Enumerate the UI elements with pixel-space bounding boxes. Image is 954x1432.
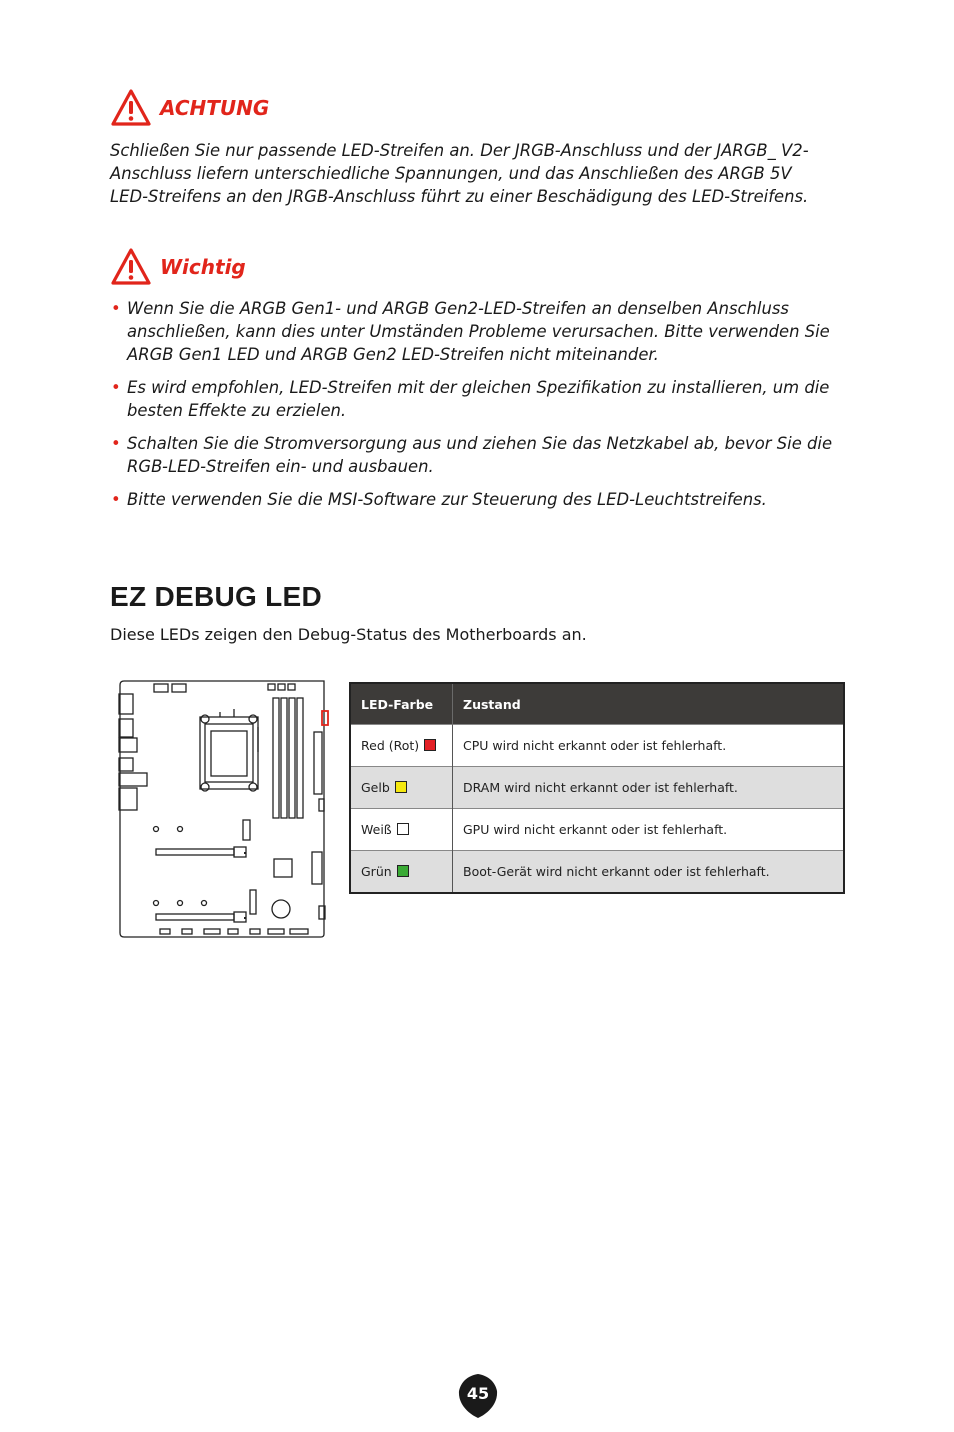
section-title: EZ DEBUG LED [110, 581, 323, 612]
list-item-text: Schalten Sie die Stromversorgung aus und ziehen Sie das Netzkabel ab, bevor Sie die RGB-LED-Streifen ein- und ausbauen. [127, 434, 833, 476]
led-state-cell: GPU wird nicht erkannt oder ist fehlerhaft. [453, 809, 845, 851]
list-item-text: Es wird empfohlen, LED-Streifen mit der gleichen Spezifikation zu installieren, um die besten Effekte zu erzielen. [127, 378, 830, 420]
bullet-dot: • [111, 299, 121, 318]
wichtig-list [110, 297, 840, 521]
table-row [350, 725, 844, 767]
table-row [350, 851, 844, 894]
led-color-label: Grün [361, 864, 392, 879]
bullet-dot: • [111, 434, 121, 453]
bullet-dot: • [111, 378, 121, 397]
column-header-state: Zustand [453, 683, 845, 725]
led-color-label: Red (Rot) [361, 738, 420, 753]
color-swatch-white [397, 823, 409, 835]
color-swatch-green [397, 865, 409, 877]
bullet-dot: • [111, 490, 121, 509]
achtung-title: ACHTUNG [160, 96, 270, 120]
list-item [110, 376, 840, 422]
color-swatch-yellow [395, 781, 407, 793]
section-intro: Diese LEDs zeigen den Debug-Status des Motherboards an. [110, 625, 587, 644]
list-item-text: Bitte verwenden Sie die MSI-Software zur Steuerung des LED-Leuchtstreifens. [127, 490, 767, 509]
table-row [350, 767, 844, 809]
wichtig-heading [110, 247, 246, 287]
table-header-row [350, 683, 844, 725]
achtung-text: Schließen Sie nur passende LED-Streifen an. Der JRGB-Anschluss und der JARGB_ V2-Anschluss liefern unterschiedliche Spannungen, und das Anschließen des ARGB 5V LED-Streifens an den JRGB-Anschluss führt zu einer Beschädigung des LED-Streifens. [110, 141, 809, 206]
led-color-label: Gelb [361, 780, 390, 795]
list-item [110, 488, 840, 511]
list-item [110, 297, 840, 366]
warning-icon [110, 247, 152, 287]
led-color-cell [350, 851, 453, 894]
ez-debug-led-marker [322, 711, 328, 725]
warning-icon [110, 88, 152, 128]
led-color-cell [350, 725, 453, 767]
color-swatch-red [424, 739, 436, 751]
led-status-table [349, 682, 845, 894]
led-state-cell: DRAM wird nicht erkannt oder ist fehlerhaft. [453, 767, 845, 809]
wichtig-title: Wichtig [160, 255, 246, 279]
led-state-cell: Boot-Gerät wird nicht erkannt oder ist fehlerhaft. [453, 851, 845, 894]
motherboard-diagram [116, 676, 330, 940]
led-color-label: Weiß [361, 822, 392, 837]
list-item-text: Wenn Sie die ARGB Gen1- und ARGB Gen2-LED-Streifen an denselben Anschluss anschließen, kann dies unter Umständen Probleme verursachen. Bitte verwenden Sie ARGB Gen1 LED und ARGB Gen2 LED-Streifen nicht miteinander. [127, 299, 830, 364]
led-color-cell [350, 767, 453, 809]
achtung-heading [110, 88, 269, 128]
page-number: 45 [466, 1384, 490, 1403]
list-item [110, 432, 840, 478]
column-header-led-color: LED-Farbe [350, 683, 453, 725]
led-color-cell [350, 809, 453, 851]
led-state-cell: CPU wird nicht erkannt oder ist fehlerhaft. [453, 725, 845, 767]
table-row [350, 809, 844, 851]
